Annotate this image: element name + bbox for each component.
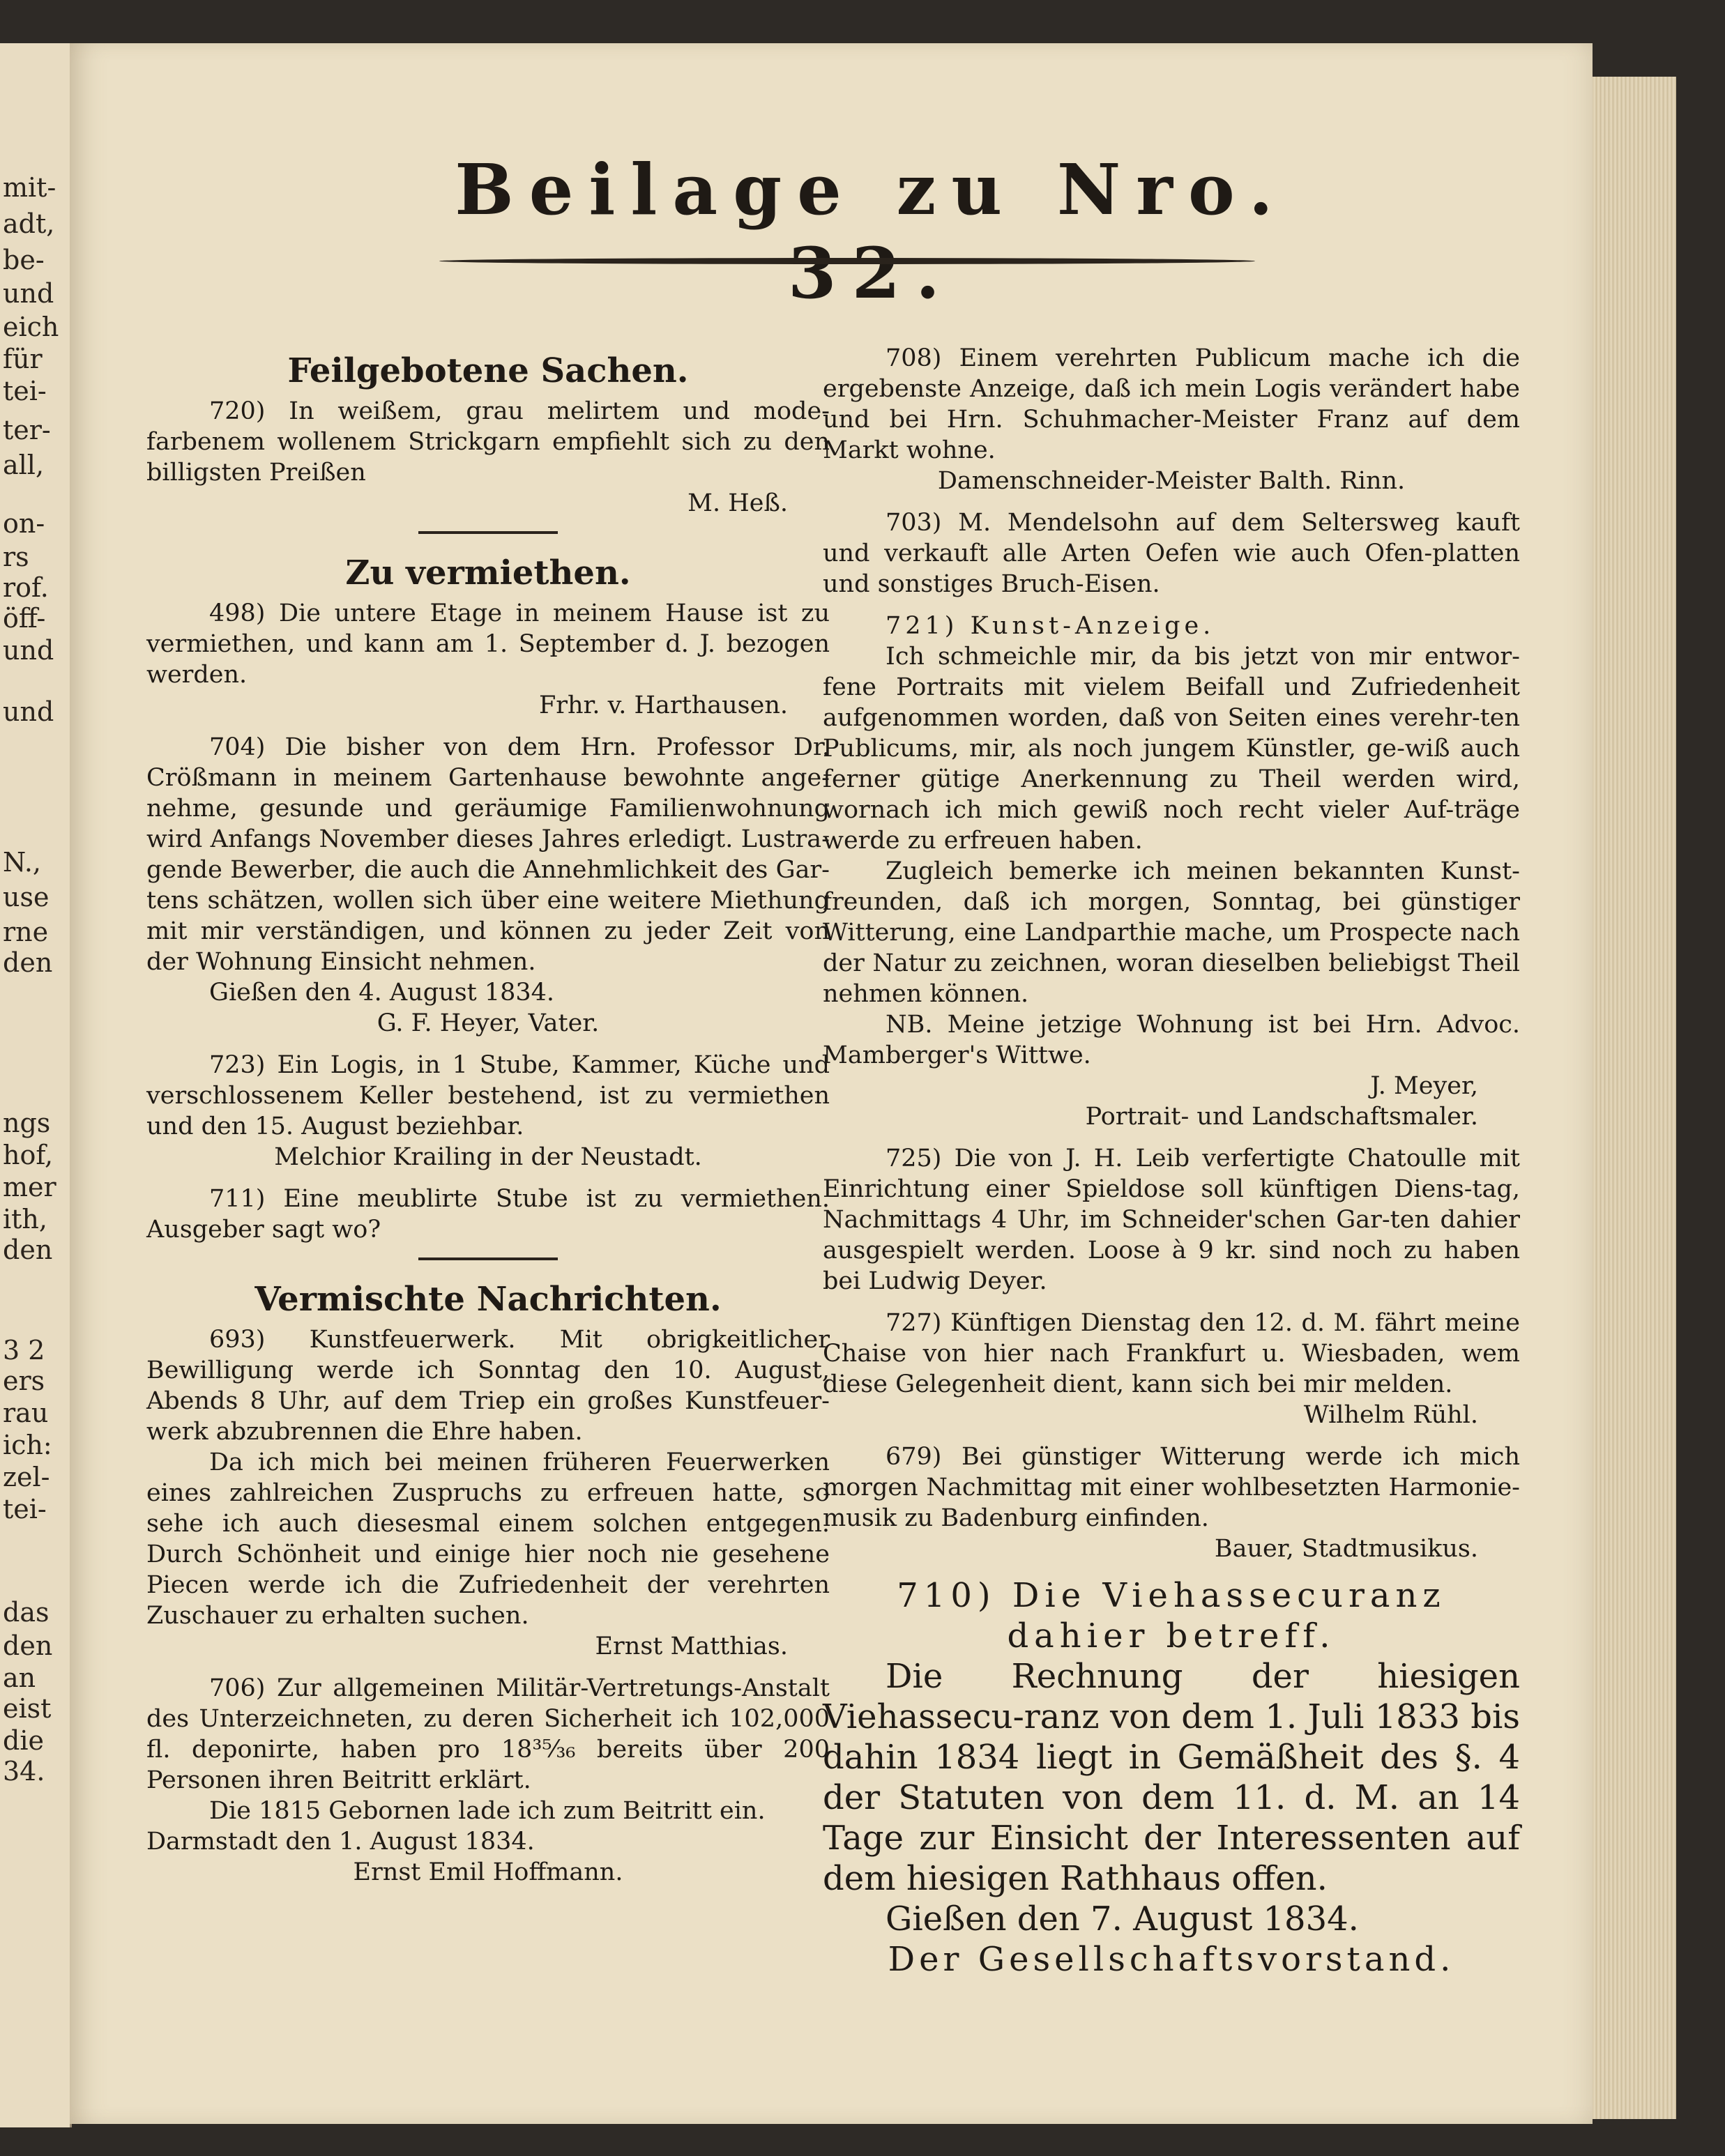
left-page-fragment: all, [3, 450, 45, 480]
left-page-fragment: rs [3, 542, 29, 572]
ad-708 [823, 343, 1520, 496]
ad-signature: Ernst Emil Hoffmann. [353, 1858, 623, 1886]
ad-703 [823, 507, 1520, 599]
ad-heading: 721) Kunst-Anzeige. [886, 612, 1215, 640]
left-page-fragment: den [3, 1630, 53, 1661]
left-page-fragment: tei- [3, 376, 47, 406]
page-title: Beilage zu Nro. 32. [455, 148, 1289, 314]
ad-text: 723) Ein Logis, in 1 Stube, Kammer, Küche und verschlossenem Keller bestehend, ist zu vermiethen und den 15. August beziehbar. [146, 1051, 830, 1140]
left-page-fragment: das [3, 1597, 50, 1628]
ad-711 [146, 1184, 830, 1245]
title-rule [439, 258, 1255, 264]
ad-signature-title: Portrait- und Landschaftsmaler. [1085, 1103, 1478, 1131]
ad-place-date: Gießen den 4. August 1834. [209, 979, 555, 1007]
ad-heading: 710) Die Viehassecuranz [897, 1576, 1446, 1615]
left-page-fragment: ich: [3, 1430, 52, 1460]
ad-text: 693) Kunstfeuerwerk. Mit obrigkeitlicher Bewilligung werde ich Sonntag den 10. August, Abends 8 Uhr, auf dem Triep ein großes Kunstfeuer-werk abzubrennen die Ehre haben. [146, 1326, 830, 1446]
left-page-fragment: hof, [3, 1140, 54, 1170]
section-divider [418, 1257, 558, 1260]
left-page-fragment: 3 2 [3, 1335, 45, 1366]
left-page-fragment: tei- [3, 1494, 47, 1524]
ad-text: 725) Die von J. H. Leib verfertigte Chatoulle mit Einrichtung einer Spieldose soll künftigen Diens-tag, Nachmittags 4 Uhr, im Schneider'schen Gar-ten dahier ausgespielt werden. Loose à 9 kr. sind noch zu haben bei Ludwig Deyer. [823, 1145, 1520, 1295]
left-column [146, 343, 830, 1899]
ad-signature: M. Heß. [687, 489, 788, 517]
ad-704 [146, 732, 830, 1039]
ad-679 [823, 1442, 1520, 1564]
left-page-fragment: zel- [3, 1462, 50, 1492]
ad-723 [146, 1050, 830, 1172]
ad-text: 703) M. Mendelsohn auf dem Seltersweg kauft und verkauft alle Arten Oefen wie auch Ofen-platten und sonstiges Bruch-Eisen. [823, 509, 1520, 598]
ad-signature: G. F. Heyer, Vater. [377, 1009, 600, 1037]
section-heading-vermischte: Vermischte Nachrichten. [254, 1280, 722, 1319]
left-page-fragment: 34. [3, 1756, 45, 1787]
left-page-fragment: und [3, 696, 54, 727]
ad-text: 720) In weißem, grau melirtem und mode-farbenem wollenem Strickgarn empfiehlt sich zu den billigsten Preißen [146, 397, 830, 487]
ad-text: 727) Künftigen Dienstag den 12. d. M. fährt meine Chaise von hier nach Frankfurt u. Wiesbaden, wem diese Gelegenheit dient, kann sich bei mir melden. [823, 1309, 1520, 1398]
ad-signature: Frhr. v. Harthausen. [538, 691, 788, 719]
ad-720 [146, 396, 830, 519]
left-page-fragment: und [3, 635, 54, 666]
ad-note: NB. Meine jetzige Wohnung ist bei Hrn. Advoc. Mamberger's Wittwe. [823, 1011, 1520, 1069]
left-page-fragment: den [3, 947, 53, 978]
ad-signature: Ernst Matthias. [595, 1633, 788, 1660]
ad-text: 498) Die untere Etage in meinem Hause ist zu vermiethen, und kann am 1. September d. J. bezogen werden. [146, 599, 830, 689]
left-page-fragment: adt, [3, 208, 55, 239]
left-page-fragment: be- [3, 245, 45, 275]
newspaper-page [70, 43, 1593, 2124]
left-page-fragment: rof. [3, 572, 49, 603]
left-page-fragment: ter- [3, 415, 51, 445]
section-heading-feilgebotene: Feilgebotene Sachen. [287, 351, 689, 390]
left-page-fragment: ngs [3, 1108, 51, 1138]
ad-text-2: Da ich mich bei meinen früheren Feuerwerken eines zahlreichen Zuspruchs zu erfreuen hatte, so sehe ich auch diesesmal einem solchen entgegen. Durch Schönheit und einige hier noch nie gesehene Piecen werde ich die Zufriedenheit der verehrten Zuschauer zu erhalten suchen. [146, 1448, 830, 1630]
left-page-fragment: N., [3, 847, 41, 878]
left-page-fragment: und [3, 278, 54, 309]
ad-text: 704) Die bisher von dem Hrn. Professor Dr. Crößmann in meinem Gartenhause bewohnte ange-nehme, gesunde und geräumige Familienwohnung wird Anfangs November dieses Jahres erledigt. Lustra-gende Bewerber, die auch die Annehmlichkeit des Gar-tens schätzen, wollen sich über eine weitere Miethung mit mir verständigen, und können zu jeder Zeit von der Wohnung Einsicht nehmen. [146, 733, 830, 976]
left-page-fragment: ith, [3, 1204, 47, 1234]
section-divider [418, 531, 558, 534]
ad-text: 706) Zur allgemeinen Militär-Vertretungs-Anstalt des Unterzeichneten, zu deren Sicherheit ich 102,000 fl. deponirte, haben pro 18³⁵⁄₃₆ bereits über 200 Personen ihren Beitritt erklärt. [146, 1674, 830, 1794]
ad-place-date: Gießen den 7. August 1834. [886, 1899, 1359, 1939]
ad-signature: Der Gesellschaftsvorstand. [888, 1940, 1455, 1979]
left-page-fragment: on- [3, 508, 45, 539]
left-page-edge [0, 43, 72, 2127]
ad-signature: Melchior Krailing in der Neustadt. [274, 1143, 702, 1171]
ad-text-2: Zugleich bemerke ich meinen bekannten Kunst-freunden, daß ich morgen, Sonntag, bei günstiger Witterung, eine Landparthie mache, um Prospecte nach der Natur zu zeichnen, woran dieselben beliebigst Theil nehmen können. [823, 857, 1520, 1008]
ad-text: Die Rechnung der hiesigen Viehassecu-ranz von dem 1. Juli 1833 bis dahin 1834 liegt in Gemäßheit des §. 4 der Statuten von dem 11. d. M. an 14 Tage zur Einsicht der Interessenten auf dem hiesigen Rathhaus offen. [823, 1657, 1520, 1898]
ad-727 [823, 1308, 1520, 1430]
ad-text-2: Die 1815 Gebornen lade ich zum Beitritt ein. [209, 1797, 766, 1825]
left-page-fragment: öff- [3, 603, 46, 634]
ad-text: 711) Eine meublirte Stube ist zu vermiethen. Ausgeber sagt wo? [146, 1185, 830, 1244]
ad-place-date: Darmstadt den 1. August 1834. [146, 1828, 535, 1856]
right-column [823, 343, 1520, 1991]
ad-693 [146, 1324, 830, 1662]
ad-signature: Wilhelm Rühl. [1303, 1401, 1478, 1429]
left-page-fragment: ers [3, 1366, 45, 1396]
ad-signature: J. Meyer, [1370, 1072, 1478, 1100]
left-page-fragment: use [3, 882, 50, 912]
ad-498 [146, 598, 830, 721]
left-page-fragment: den [3, 1234, 53, 1265]
ad-signature: Bauer, Stadtmusikus. [1214, 1535, 1478, 1563]
ad-signature: Damenschneider-Meister Balth. Rinn. [937, 467, 1406, 495]
section-heading-vermiethen: Zu vermiethen. [345, 553, 631, 592]
left-page-fragment: eich [3, 312, 59, 342]
left-page-fragment: rau [3, 1398, 49, 1428]
left-page-fragment: eist [3, 1693, 52, 1724]
left-page-fragment: mit- [3, 172, 56, 203]
left-page-fragment: mer [3, 1172, 56, 1202]
ad-text: Ich schmeichle mir, da bis jetzt von mir entwor-fene Portraits mit vielem Beifall und Zufriedenheit aufgenommen worden, daß von Seiten eines verehr-ten Publicums, mir, als noch jungem Künstler, ge-wiß auch ferner gütige Anerkennung zu Theil werden wird, wornach ich mich gewiß noch recht vieler Auf-träge werde zu erfreuen haben. [823, 643, 1520, 855]
ad-heading-2: dahier betreff. [1007, 1616, 1336, 1656]
ad-706 [146, 1673, 830, 1888]
page-stack-edge [1591, 77, 1676, 2119]
left-page-fragment: die [3, 1725, 44, 1756]
ad-721 [823, 611, 1520, 1132]
ad-725 [823, 1143, 1520, 1297]
ad-text: 708) Einem verehrten Publicum mache ich die ergebenste Anzeige, daß ich mein Logis verändert habe und bei Hrn. Schuhmacher-Meister Franz auf dem Markt wohne. [823, 344, 1520, 464]
left-page-fragment: an [3, 1662, 36, 1693]
ad-710 [823, 1575, 1520, 1980]
left-page-fragment: rne [3, 917, 49, 947]
left-page-fragment: für [3, 344, 43, 374]
ad-text: 679) Bei günstiger Witterung werde ich mich morgen Nachmittag mit einer wohlbesetzten Harmonie-musik zu Badenburg einfinden. [823, 1443, 1520, 1532]
